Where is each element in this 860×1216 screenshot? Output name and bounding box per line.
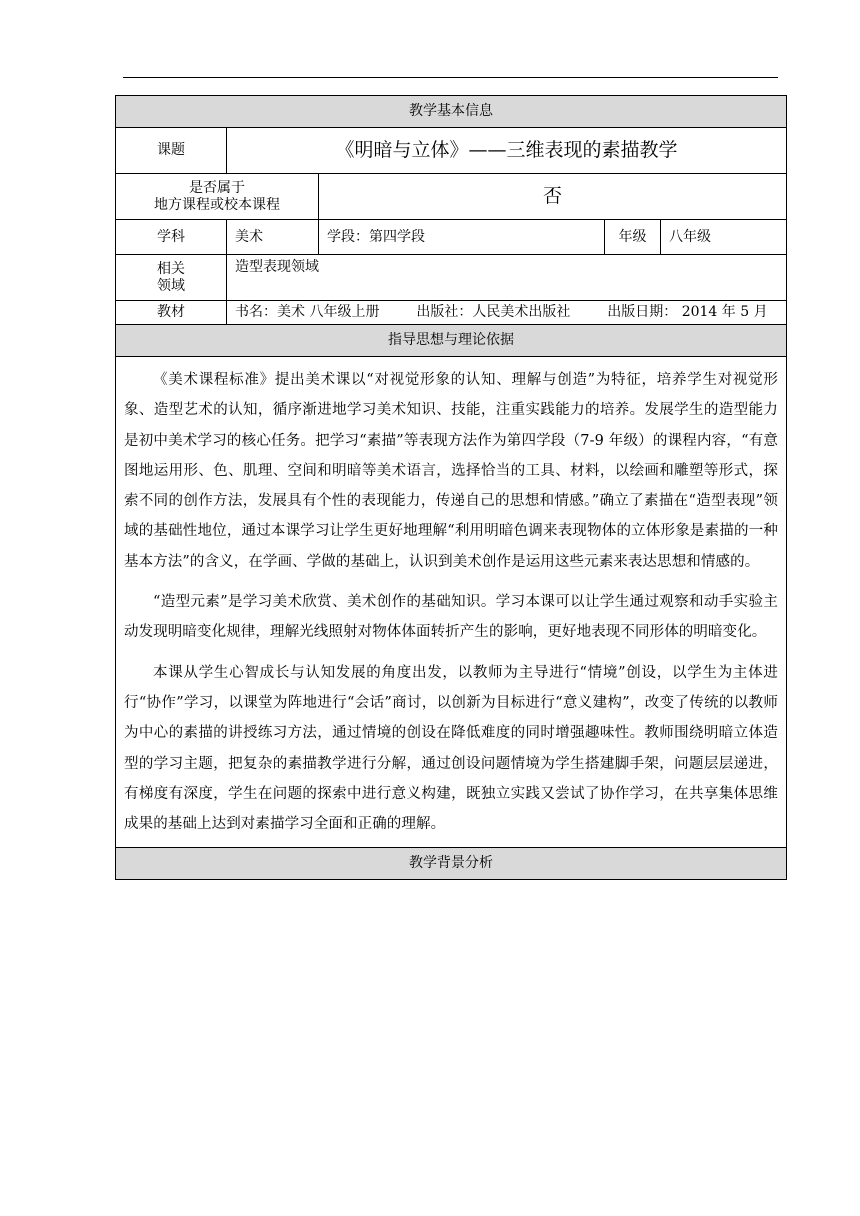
- section-header-guiding: 指导思想与理论依据: [116, 325, 787, 357]
- local-course-label-line1: 是否属于: [189, 179, 245, 196]
- body-paragraph: “造型元素”是学习美术欣赏、美术创作的基础知识。学习本课可以让学生通过观察和动手实验主动发现明暗变化规律，理解光线照射对物体体面转折产生的影响，更好地表现不同形体的明暗变化。: [124, 594, 778, 641]
- grade-value: 八年级: [661, 220, 787, 255]
- header-rule: [123, 77, 778, 78]
- textbook-label: 教材: [116, 301, 227, 325]
- guiding-theory-text: [116, 357, 787, 848]
- related-field-value: 造型表现领域: [227, 255, 787, 301]
- local-course-label: [116, 174, 319, 220]
- grade-label: 年级: [605, 220, 661, 255]
- body-paragraph: 《美术课程标准》提出美术课以“对视觉形象的认知、理解与创造”为特征，培养学生对视觉形象、造型艺术的认知，循序渐进地学习美术知识、技能，注重实践能力的培养。发展学生的造型能力是初中美术学习的核心任务。把学习“素描”等表现方法作为第四学段（7-9 年级）的课程内容，“有意图地运用形、色、肌理、空间和明暗等美术语言，选择恰当的工具、材料，以绘画和雕塑等形式，探索不同的创作方法，发展具有个性的表现能力，传递自己的思想和情感。”确立了素描在“造型表现”领域的基础性地位，通过本课学习让学生更好地理解“利用明暗色调来表现物体的立体形象是素描的一种基本方法”的含义，在学画、学做的基础上，认识到美术创作是运用这些元素来表达思想和情感的。: [124, 372, 778, 570]
- textbook-publisher: 出版社：人民美术出版社: [416, 304, 571, 320]
- textbook-date: 出版日期： 2014 年 5 月: [607, 304, 768, 320]
- textbook-name: 书名：美术 八年级上册: [235, 304, 380, 320]
- subject-label: 学科: [116, 220, 227, 255]
- section-header-background: 教学背景分析: [116, 848, 787, 880]
- local-course-label-line2: 地方课程或校本课程: [154, 196, 280, 213]
- section-header-basic-info: 教学基本信息: [116, 96, 787, 128]
- related-field-label-line2: 领域: [157, 277, 185, 294]
- topic-label: 课题: [116, 128, 227, 174]
- related-field-label: [116, 255, 227, 301]
- stage-value: 学段：第四学段: [319, 220, 605, 255]
- local-course-value: 否: [319, 174, 787, 220]
- body-paragraph: 本课从学生心智成长与认知发展的角度出发，以教师为主导进行“情境”创设，以学生为主体进行“协作”学习，以课堂为阵地进行“会话”商讨，以创新为目标进行“意义建构”，改变了传统的以教师为中心的素描的讲授练习方法，通过情境的创设在降低难度的同时增强趣味性。教师围绕明暗立体造型的学习主题，把复杂的素描教学进行分解，通过创设问题情境为学生搭建脚手架，问题层层递进，有梯度有深度，学生在问题的探索中进行意义构建，既独立实践又尝试了协作学习，在共享集体思维成果的基础上达到对素描学习全面和正确的理解。: [124, 664, 778, 833]
- subject-value: 美术: [227, 220, 319, 255]
- textbook-info: [227, 301, 787, 325]
- topic-value: 《明暗与立体》——三维表现的素描教学: [227, 128, 787, 174]
- related-field-label-line1: 相关: [157, 260, 185, 277]
- lesson-info-table: [115, 95, 787, 880]
